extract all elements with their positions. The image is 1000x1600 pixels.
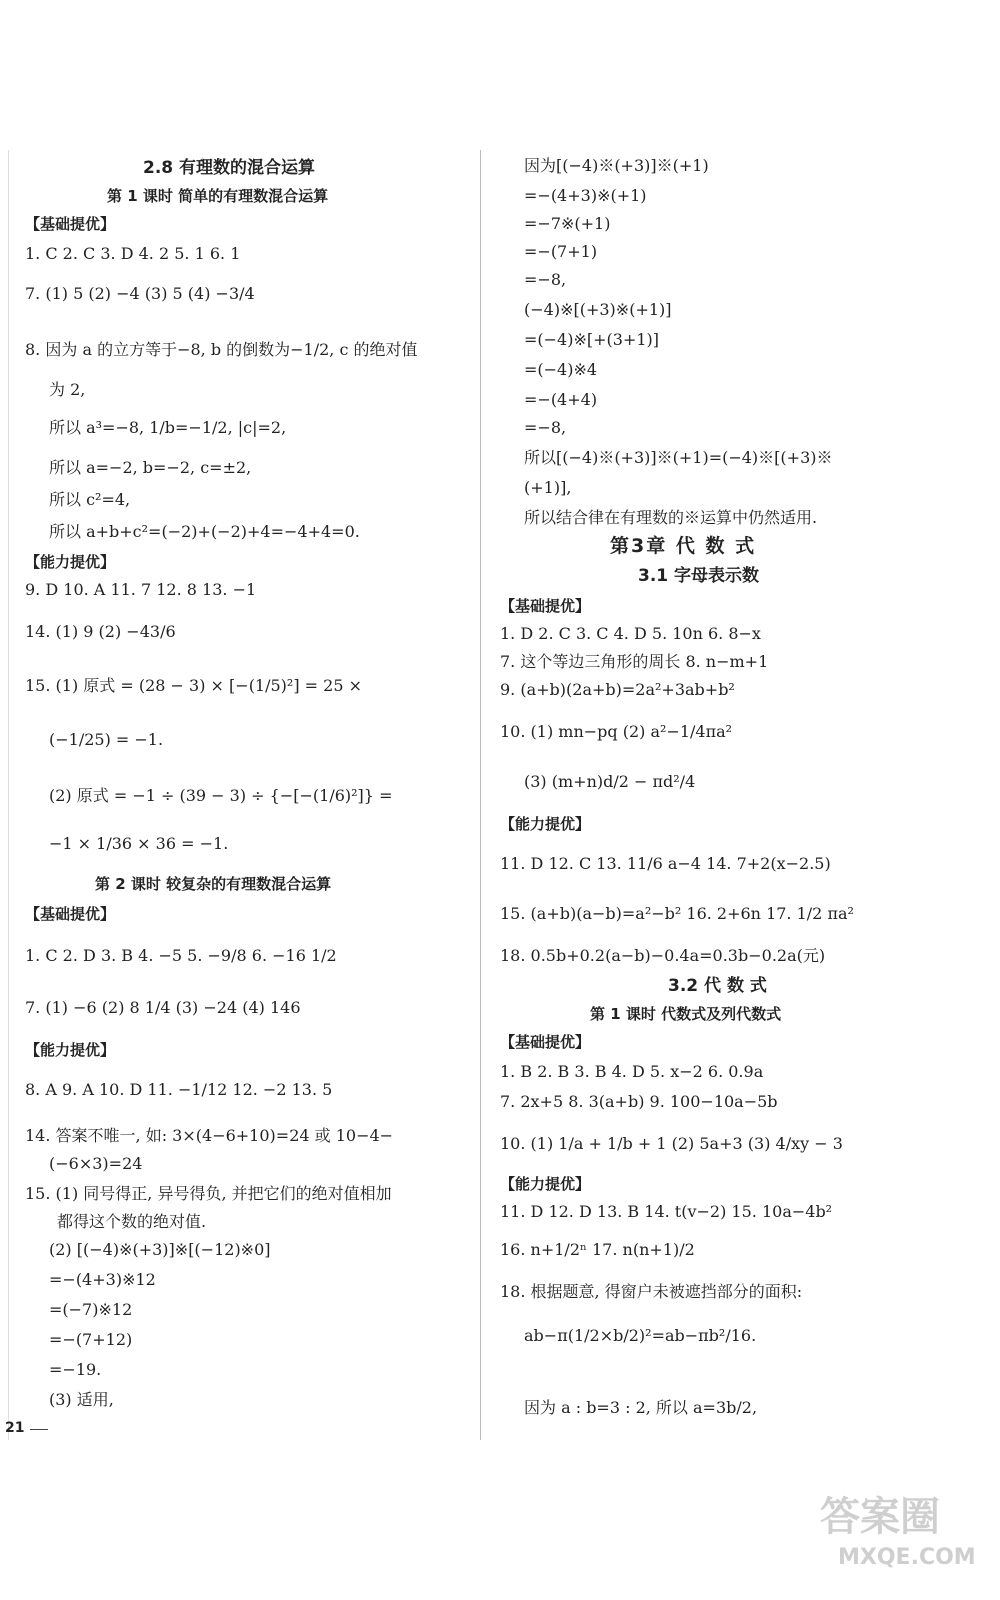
- answer-line: 15. (1) 原式 = (28 − 3) × [−(1/5)²] = 25 ×: [25, 676, 363, 695]
- answer-line: 所以 a³=−8, 1/b=−1/2, |c|=2,: [49, 418, 287, 437]
- answer-line: 所以 c²=4,: [49, 490, 131, 509]
- answer-line: (−1/25) = −1.: [49, 730, 164, 749]
- answer-line: 15. (1) 同号得正, 异号得负, 并把它们的绝对值相加: [25, 1184, 392, 1203]
- answer-line: 10. (1) mn−pq (2) a²−1/4πa²: [500, 722, 733, 741]
- answer-line: (3) (m+n)d/2 − πd²/4: [524, 772, 696, 791]
- answer-line: 9. (a+b)(2a+b)=2a²+3ab+b²: [500, 680, 735, 699]
- answer-line: =−(4+4): [524, 390, 598, 409]
- answer-line: =−(4+3)※(+1): [524, 186, 647, 205]
- answer-line: 18. 0.5b+0.2(a−b)−0.4a=0.3b−0.2a(元): [500, 946, 826, 965]
- tag-basic-4: 【基础提优】: [500, 1033, 591, 1051]
- answer-line: 8. 因为 a 的立方等于−8, b 的倒数为−1/2, c 的绝对值: [25, 340, 418, 359]
- lesson-2-title: 第 2 课时 较复杂的有理数混合运算: [95, 875, 332, 893]
- answer-line: =−(7+12): [49, 1330, 133, 1349]
- answer-line: 所以 a+b+c²=(−2)+(−2)+4=−4+4=0.: [49, 522, 360, 541]
- answer-line: 所以 a=−2, b=−2, c=±2,: [49, 458, 252, 477]
- answer-line: 11. D 12. D 13. B 14. t(v−2) 15. 10a−4b²: [500, 1202, 833, 1221]
- answer-line: =−(4+3)※12: [49, 1270, 156, 1289]
- answer-line: =(−4)※4: [524, 360, 598, 379]
- answer-line: −1 × 1/36 × 36 = −1.: [49, 834, 229, 853]
- answer-line: 所以结合律在有理数的※运算中仍然适用.: [524, 508, 818, 527]
- answer-line: 15. (a+b)(a−b)=a²−b² 16. 2+6n 17. 1/2 πa²: [500, 904, 854, 923]
- answer-line: 1. D 2. C 3. C 4. D 5. 10n 6. 8−x: [500, 624, 761, 643]
- answer-line: 8. A 9. A 10. D 11. −1/12 12. −2 13. 5: [25, 1080, 333, 1099]
- tag-basic-3: 【基础提优】: [500, 597, 591, 615]
- left-margin-rule: [8, 150, 9, 1440]
- answer-line: 14. (1) 9 (2) −43/6: [25, 622, 176, 641]
- tag-basic-1: 【基础提优】: [25, 215, 116, 233]
- answer-line: 10. (1) 1/a + 1/b + 1 (2) 5a+3 (3) 4/xy − 3: [500, 1134, 843, 1153]
- answer-line: 18. 根据题意, 得窗户未被遮挡部分的面积:: [500, 1282, 803, 1301]
- answer-line: =−8,: [524, 418, 567, 437]
- answer-line: 为 2,: [49, 380, 86, 399]
- section-title-2-8: 2.8 有理数的混合运算: [143, 158, 316, 178]
- answer-line: 1. C 2. D 3. B 4. −5 5. −9/8 6. −16 1/2: [25, 946, 337, 965]
- answer-line: 11. D 12. C 13. 11/6 a−4 14. 7+2(x−2.5): [500, 854, 831, 873]
- answer-line: 7. (1) −6 (2) 8 1/4 (3) −24 (4) 146: [25, 998, 301, 1017]
- answer-line: 9. D 10. A 11. 7 12. 8 13. −1: [25, 580, 257, 599]
- watermark-logo: 答案圈: [820, 1494, 940, 1540]
- answer-line: =−7※(+1): [524, 214, 611, 233]
- chapter-3-title: 第3章 代 数 式: [610, 535, 757, 557]
- answer-line: =(−4)※[+(3+1)]: [524, 330, 660, 349]
- answer-line: =−19.: [49, 1360, 102, 1379]
- answer-line: 7. (1) 5 (2) −4 (3) 5 (4) −3/4: [25, 284, 255, 303]
- page-number: 21: [5, 1420, 25, 1436]
- footer-rule: [30, 1429, 48, 1430]
- tag-basic-2: 【基础提优】: [25, 905, 116, 923]
- answer-line: (−6×3)=24: [49, 1154, 143, 1173]
- tag-ability-3: 【能力提优】: [500, 815, 591, 833]
- column-divider: [480, 150, 481, 1440]
- answer-line: (2) [(−4)※(+3)]※[(−12)※0]: [49, 1240, 271, 1259]
- answer-line: 7. 2x+5 8. 3(a+b) 9. 100−10a−5b: [500, 1092, 778, 1111]
- answer-line: 1. C 2. C 3. D 4. 2 5. 1 6. 1: [25, 244, 241, 263]
- lesson-1-title: 第 1 课时 简单的有理数混合运算: [107, 187, 329, 205]
- answer-line: (+1)],: [524, 478, 572, 497]
- answer-line: (−4)※[(+3)※(+1)]: [524, 300, 672, 319]
- answer-line: =(−7)※12: [49, 1300, 133, 1319]
- answer-line: =−(7+1): [524, 242, 598, 261]
- section-title-3-2: 3.2 代 数 式: [668, 976, 767, 996]
- answer-line: 14. 答案不唯一, 如: 3×(4−6+10)=24 或 10−4−: [25, 1126, 394, 1145]
- tag-ability-4: 【能力提优】: [500, 1175, 591, 1193]
- answer-line: 因为 a : b=3 : 2, 所以 a=3b/2,: [524, 1398, 758, 1417]
- answer-line: 1. B 2. B 3. B 4. D 5. x−2 6. 0.9a: [500, 1062, 764, 1081]
- section-title-3-1: 3.1 字母表示数: [638, 566, 760, 586]
- answer-line: 7. 这个等边三角形的周长 8. n−m+1: [500, 652, 769, 671]
- tag-ability-2: 【能力提优】: [25, 1041, 116, 1059]
- answer-line: 所以[(−4)※(+3)]※(+1)=(−4)※[(+3)※: [524, 448, 833, 467]
- answer-line: =−8,: [524, 270, 567, 289]
- answer-line: (3) 适用,: [49, 1390, 114, 1409]
- answer-line: 16. n+1/2ⁿ 17. n(n+1)/2: [500, 1240, 695, 1259]
- lesson-3-2-1-title: 第 1 课时 代数式及列代数式: [590, 1005, 782, 1023]
- tag-ability-1: 【能力提优】: [25, 553, 116, 571]
- answer-line: ab−π(1/2×b/2)²=ab−πb²/16.: [524, 1326, 757, 1345]
- answer-line: 因为[(−4)※(+3)]※(+1): [524, 156, 709, 175]
- answer-line: 都得这个数的绝对值.: [57, 1212, 207, 1231]
- answer-line: (2) 原式 = −1 ÷ (39 − 3) ÷ {−[−(1/6)²]} =: [49, 786, 393, 805]
- watermark-url: MXQE.COM: [838, 1545, 976, 1570]
